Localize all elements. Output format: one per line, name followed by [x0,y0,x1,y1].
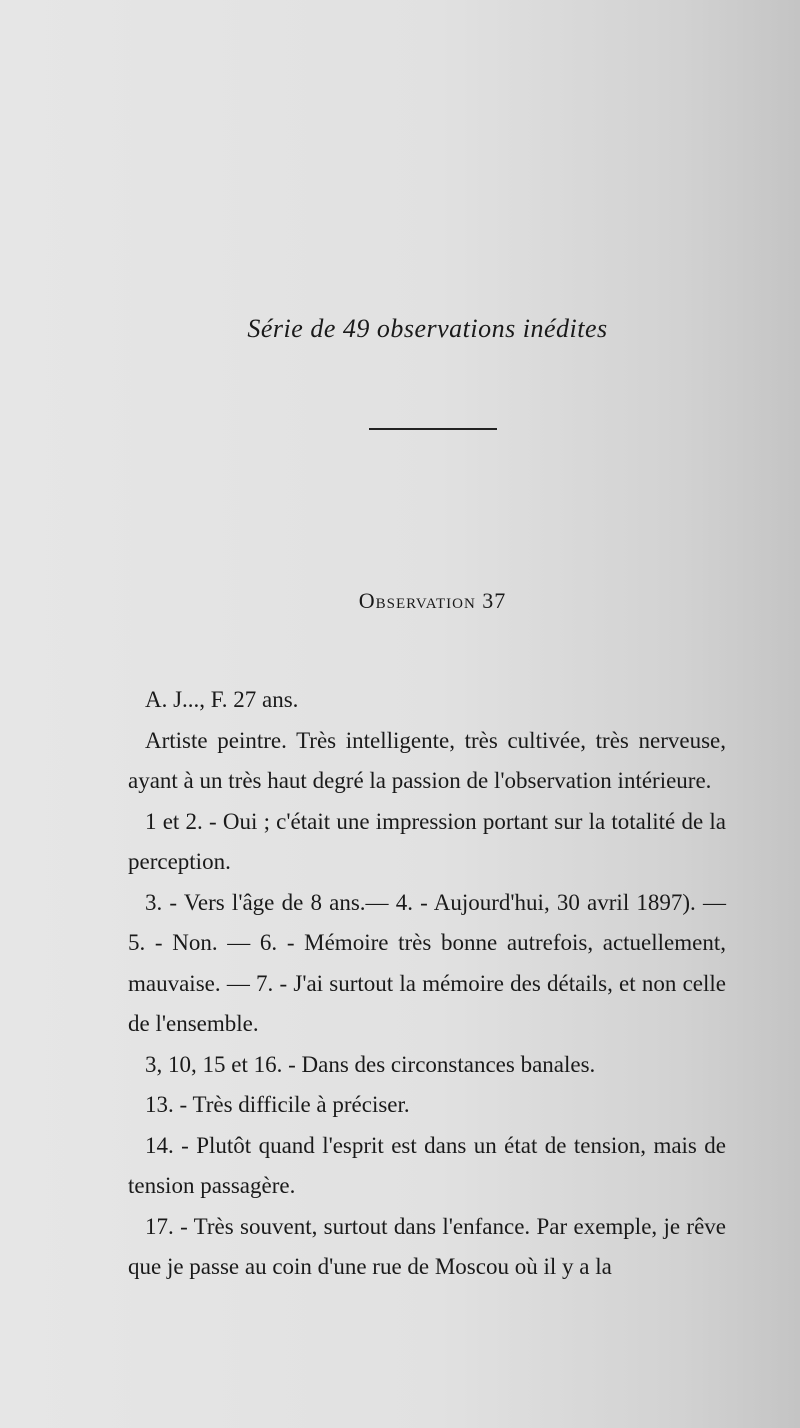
paragraph-answer-14: 14. - Plutôt quand l'esprit est dans un état de tension, mais de tension passagère. [128,1132,726,1198]
paragraph-answers-3-10-15-16: 3, 10, 15 et 16. - Dans des circonstances banales. [145,1051,596,1077]
section-rule [369,428,497,430]
paragraph-answers-3-7: 3. - Vers l'âge de 8 ans.— 4. - Aujourd'hui, 30 avril 1897). — 5. - Non. — 6. - Mémoire très bonne autrefois, actuellement, mauvaise. — 7. - J'ai surtout la mémoire des détails, et non celle de l'ensemble. [128,889,726,1036]
paragraph-profile: Artiste peintre. Très intelligente, très cultivée, très nerveuse, ayant à un très haut degré la passion de l'observation intérieure. [128,727,726,793]
paragraph-answer-13: 13. - Très difficile à préciser. [145,1092,410,1117]
paragraph-subject: A. J..., F. 27 ans. [145,687,299,712]
observation-title: Observation 37 [358,588,507,613]
series-heading: Série de 49 observations inédites [247,314,608,343]
paragraph-answers-1-2: 1 et 2. - Oui ; c'était une impression portant sur la totalité de la perception. [128,808,726,874]
observation-body [128,680,726,1288]
paragraph-answer-17: 17. - Très souvent, surtout dans l'enfance. Par exemple, je rêve que je passe au coin d'une rue de Moscou où il y a la [128,1213,726,1279]
